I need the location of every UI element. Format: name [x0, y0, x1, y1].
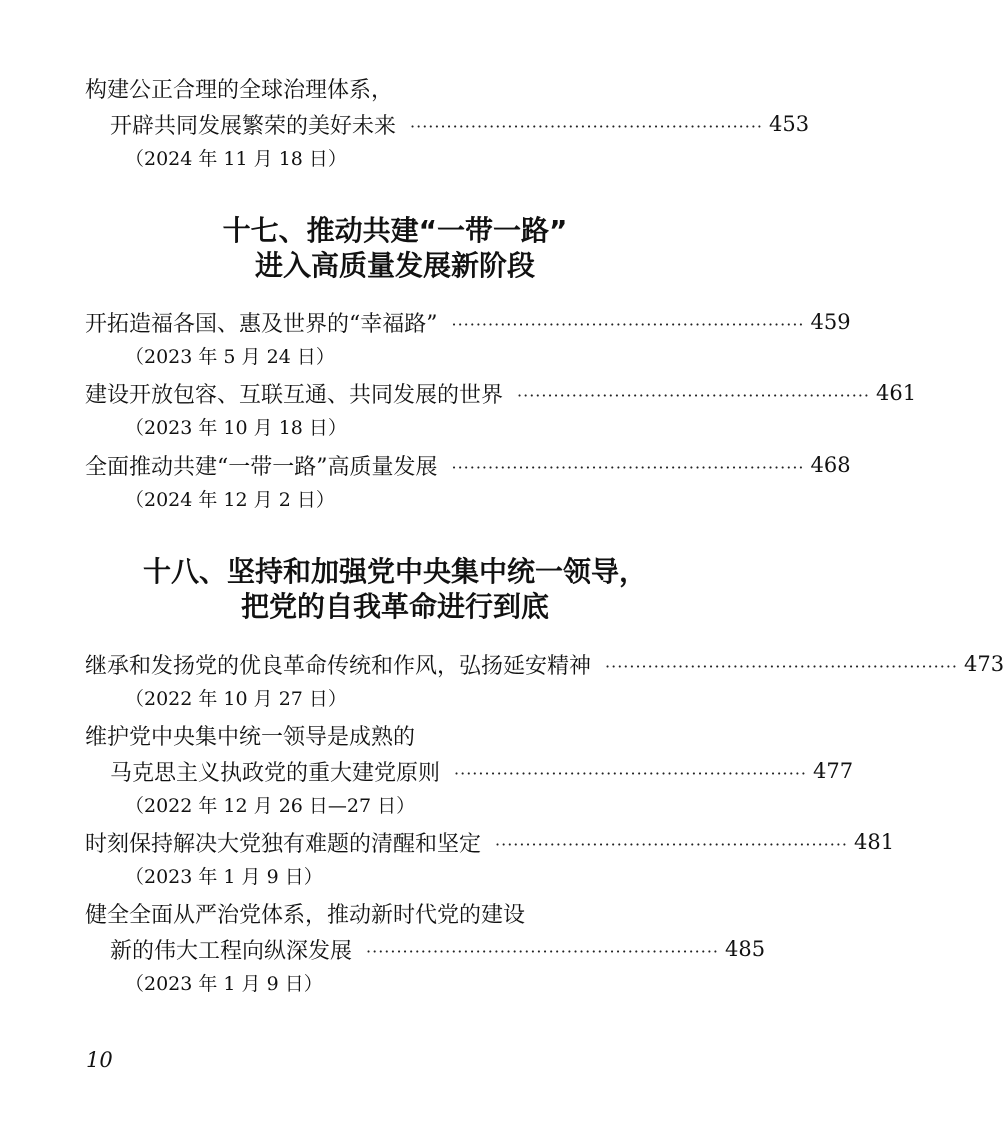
toc-entry-title: 马克思主义执政党的重大建党原则 [110, 760, 441, 786]
toc-entry-date: （2023 年 1 月 9 日） [125, 972, 323, 995]
toc-entry-title: 新的伟大工程向纵深发展 [110, 938, 353, 964]
toc-page-number: 459 [810, 310, 851, 334]
section-heading: 十八、坚持和加强党中央集中统一领导， [142, 555, 647, 588]
dot-leader: ·························································· [605, 656, 958, 676]
toc-entry-title: 开辟共同发展繁荣的美好未来 [110, 113, 397, 139]
dot-leader: ·························································· [366, 941, 719, 961]
toc-entry-title: 维护党中央集中统一领导是成熟的 [85, 724, 416, 750]
toc-page-number: 461 [876, 381, 917, 405]
toc-entry-title: 全面推动共建“一带一路”高质量发展 [85, 454, 438, 480]
toc-entry-line [85, 648, 1004, 680]
toc-page-number: 477 [813, 759, 854, 783]
toc-entry-date: （2024 年 12 月 2 日） [125, 488, 335, 511]
section-heading: 进入高质量发展新阶段 [254, 249, 535, 282]
dot-leader: ·························································· [454, 763, 807, 783]
toc-entry-line [85, 377, 917, 409]
toc-entry-title: 开拓造福各国、惠及世界的“幸福路” [85, 311, 438, 337]
dot-leader: ·························································· [517, 385, 870, 405]
dot-leader: ·························································· [451, 314, 805, 334]
toc-entry-title: 建设开放包容、互联互通、共同发展的世界 [85, 382, 504, 408]
toc-page-number: 481 [854, 830, 895, 854]
toc-entry-title: 健全全面从严治党体系，推动新时代党的建设 [85, 902, 526, 928]
toc-entry-date: （2022 年 10 月 27 日） [125, 687, 347, 710]
toc-entry-line [85, 449, 851, 481]
dot-leader: ·························································· [410, 116, 763, 136]
toc-page-number: 453 [769, 112, 810, 136]
toc-entry-line [85, 826, 895, 858]
toc-entry-line [110, 108, 810, 140]
toc-entry-line [85, 897, 704, 929]
section-heading: 十七、推动共建“一带一路” [222, 214, 568, 247]
toc-entry-title: 构建公正合理的全球治理体系， [85, 77, 394, 103]
toc-entry-date: （2023 年 10 月 18 日） [125, 416, 347, 439]
toc-entry-date: （2023 年 1 月 9 日） [125, 865, 323, 888]
toc-entry-date: （2023 年 5 月 24 日） [125, 345, 335, 368]
toc-entry-line [85, 306, 851, 338]
dot-leader: ·························································· [451, 457, 805, 477]
toc-page-number: 468 [810, 453, 851, 477]
toc-entry-date: （2024 年 11 月 18 日） [125, 147, 347, 170]
toc-page-number: 473 [964, 652, 1004, 676]
toc-entry-title: 继承和发扬党的优良革命传统和作风，弘扬延安精神 [85, 653, 592, 679]
toc-entry-line [85, 719, 704, 751]
page-number: 10 [86, 1048, 113, 1072]
dot-leader: ·························································· [495, 834, 848, 854]
toc-entry-line [110, 755, 854, 787]
toc-page-number: 485 [725, 937, 766, 961]
toc-entry-title: 时刻保持解决大党独有难题的清醒和坚定 [85, 831, 482, 857]
toc-entry-date: （2022 年 12 月 26 日—27 日） [125, 794, 416, 817]
section-heading: 把党的自我革命进行到底 [240, 590, 549, 623]
toc-entry-line [85, 72, 704, 104]
toc-entry-line [110, 933, 766, 965]
